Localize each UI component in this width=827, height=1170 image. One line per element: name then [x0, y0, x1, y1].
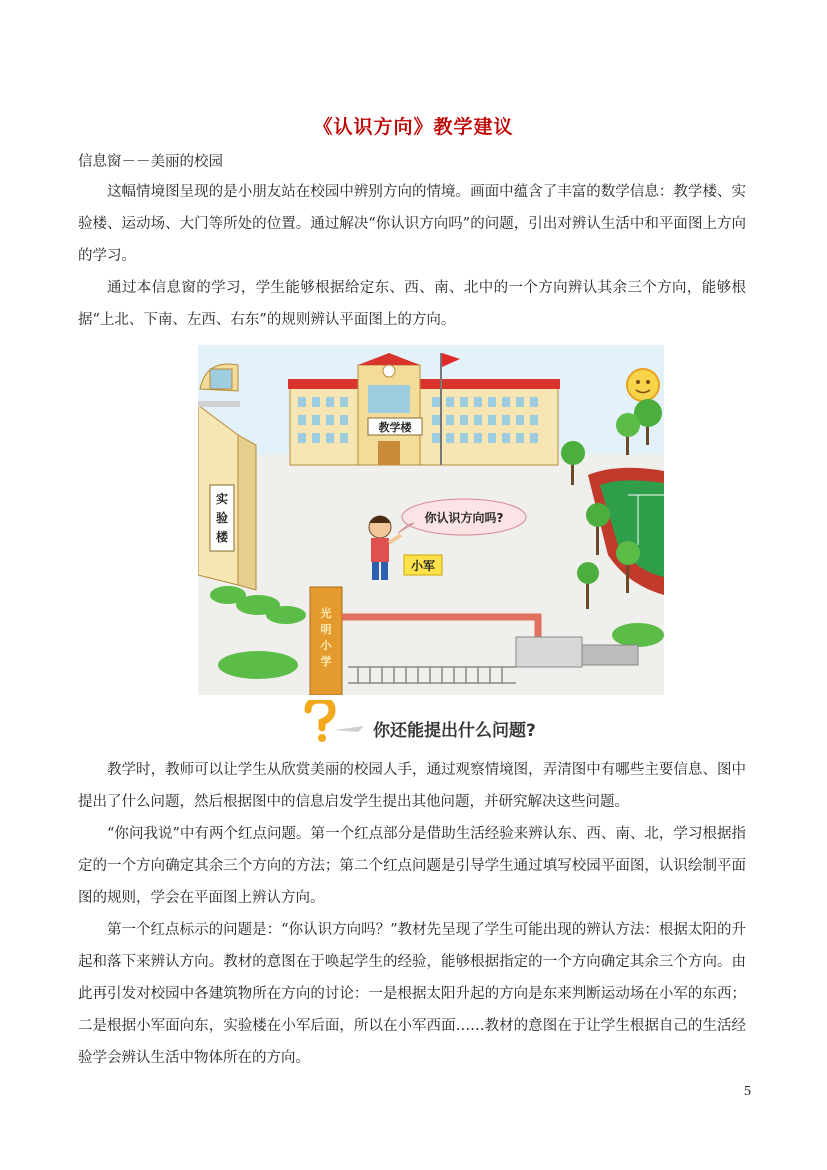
- boy-name-label: 小军: [410, 559, 436, 573]
- name-tag: [404, 555, 442, 575]
- gate-sign-char-1: 光: [320, 607, 332, 620]
- gate-sign-char-2: 明: [320, 623, 332, 636]
- section-subheading: 信息窗－－美丽的校园: [78, 154, 223, 170]
- question-caption: [298, 700, 618, 744]
- page-number: 5: [744, 1084, 751, 1099]
- paragraph-1: 这幅情境图呈现的是小朋友站在校园中辨别方向的情境。画面中蕴含了丰富的数学信息：教学楼、实验楼、运动场、大门等所处的位置。通过解决“你认识方向吗”的问题，引出对辨认生活中和平面图上方向的学习。: [78, 184, 746, 264]
- paragraph-4: “你问我说”中有两个红点问题。第一个红点部分是借助生活经验来辨认东、西、南、北，学习根据指定的一个方向确定其余三个方向的方法；第二个红点问题是引导学生通过填写校园平面图，认识绘制平面图的规则，学会在平面图上辨认方向。: [78, 826, 746, 906]
- lab-building-label-3: 楼: [215, 530, 229, 544]
- page-title: 《认识方向》教学建议: [313, 116, 514, 138]
- gate-sign-char-3: 小: [320, 639, 332, 652]
- lab-building-label-2: 验: [215, 511, 229, 525]
- lab-building-label-1: 实: [215, 492, 229, 506]
- speech-bubble-text: 你认识方向吗?: [424, 511, 504, 525]
- paragraph-5: 第一个红点标示的问题是：“你认识方向吗？”教材先呈现了学生可能出现的辨认方法：根据太阳的升起和落下来辨认方向。教材的意图在于唤起学生的经验，能够根据指定的一个方向确定其余三个方向。由此再引发对校园中各建筑物所在方向的讨论：一是根据太阳升起的方向是东来判断运动场在小军的东西；二是根据小军面向东，实验楼在小军后面，所以在小军西面……教材的意图在于让学生根据自己的生活经验学会辨认生活中物体所在的方向。: [78, 922, 746, 1066]
- question-mark-icon: [298, 700, 370, 744]
- paragraph-2: 通过本信息窗的学习，学生能够根据给定东、西、南、北中的一个方向辨认其余三个方向，能够根据“上北、下南、左西、右东”的规则辨认平面图上的方向。: [78, 280, 746, 328]
- paragraph-3: 教学时，教师可以让学生从欣赏美丽的校园人手，通过观察情境图，弄清图中有哪些主要信息、图中提出了什么问题，然后根据图中的信息启发学生提出其他问题，并研究解决这些问题。: [78, 762, 746, 810]
- caption-text: 你还能提出什么问题?: [373, 721, 536, 741]
- campus-illustration: [198, 345, 664, 695]
- gate-sign-char-4: 学: [320, 655, 332, 668]
- teaching-building-label: 教学楼: [378, 421, 412, 434]
- sun-icon: [627, 369, 659, 401]
